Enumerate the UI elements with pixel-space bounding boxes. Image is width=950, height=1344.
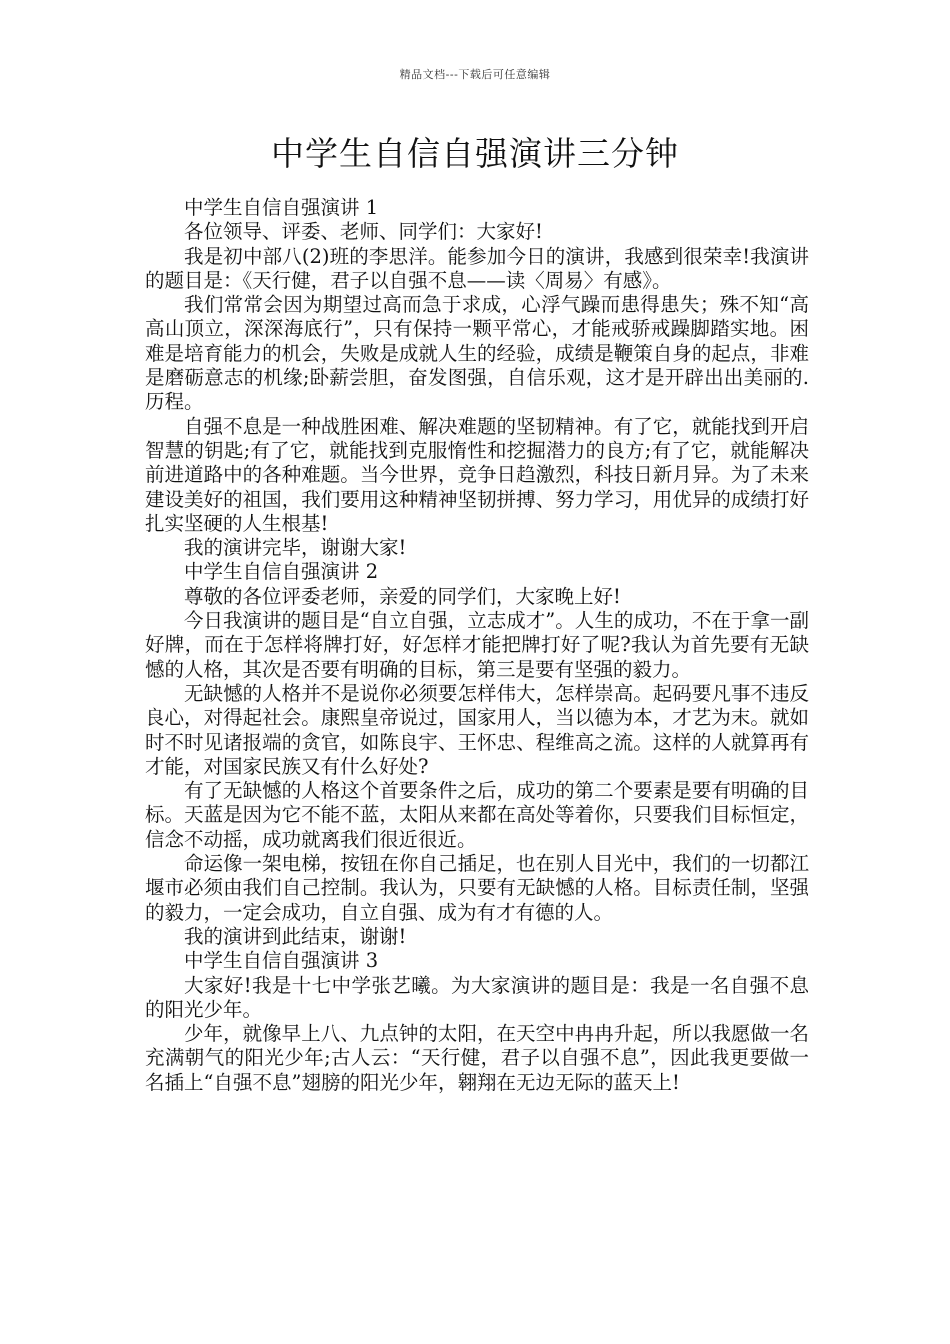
paragraph: 少年，就像早上八、九点钟的太阳，在天空中冉冉升起，所以我愿做一名充满朝气的阳光少年;古人云：“天行健，君子以自强不息”，因此我更要做一名插上“自强不息”翅膀的阳光少年，翱翔在无边无际的蓝天上! — [145, 1022, 809, 1094]
paragraph: 命运像一架电梯，按钮在你自己插足，也在别人目光中，我们的一切都江堰市必须由我们自己控制。我认为，只要有无缺憾的人格。目标责任制，坚强的毅力，一定会成功，自立自强、成为有才有德的人。 — [145, 852, 809, 924]
paragraph: 尊敬的各位评委老师，亲爱的同学们，大家晚上好! — [184, 584, 621, 608]
paragraph: 大家好!我是十七中学张艺曦。为大家演讲的题目是：我是一名自强不息的阳光少年。 — [145, 973, 809, 1021]
paragraph: 今日我演讲的题目是“自立自强，立志成才”。人生的成功，不在于拿一副好牌，而在于怎样将牌打好，好怎样才能把牌打好了呢?我认为首先要有无缺憾的人格，其次是否要有明确的目标，第三是要有坚强的毅力。 — [145, 609, 809, 681]
paragraph: 自强不息是一种战胜困难、解决难题的坚韧精神。有了它，就能找到开启智慧的钥匙;有了它，就能找到克服惰性和挖掘潜力的良方;有了它，就能解决前进道路中的各种难题。当今世界，竞争日趋激烈，科技日新月异。为了未来建设美好的祖国，我们要用这种精神坚韧拼搏、努力学习，用优异的成绩打好扎实坚硬的人生根基! — [145, 414, 809, 535]
paragraph: 我的演讲完毕，谢谢大家! — [184, 536, 407, 560]
header-note: 精品文档---下载后可任意编辑 — [399, 68, 551, 81]
document-title: 中学生自信自强演讲三分钟 — [271, 134, 679, 173]
heading-speech-3: 中学生自信自强演讲 3 — [184, 949, 379, 973]
paragraph: 有了无缺憾的人格这个首要条件之后，成功的第二个要素是要有明确的目标。天蓝是因为它不能不蓝，太阳从来都在高处等着你，只要我们目标恒定，信念不动摇，成功就离我们很近很近。 — [145, 779, 809, 851]
heading-speech-2: 中学生自信自强演讲 2 — [184, 560, 379, 584]
paragraph: 各位领导、评委、老师、同学们：大家好! — [184, 220, 543, 244]
paragraph: 我们常常会因为期望过高而急于求成，心浮气躁而患得患失；殊不知“高高山顶立，深深海底行”，只有保持一颗平常心，才能戒骄戒躁脚踏实地。困难是培育能力的机会，失败是成就人生的经验，成绩是鞭策自身的起点，非难是磨砺意志的机缘;卧薪尝胆，奋发图强，自信乐观，这才是开辟出出美丽的.历程。 — [145, 293, 809, 414]
heading-speech-1: 中学生自信自强演讲 1 — [184, 196, 379, 219]
document-body — [145, 196, 809, 1095]
paragraph: 我的演讲到此结束，谢谢! — [184, 924, 407, 948]
paragraph: 无缺憾的人格并不是说你必须要怎样伟大，怎样崇高。起码要凡事不违反良心，对得起社会。康熙皇帝说过，国家用人，当以德为本，才艺为末。就如时不时见诸报端的贪官，如陈良宇、王怀忠、程维高之流。这样的人就算再有才能，对国家民族又有什么好处? — [145, 681, 809, 778]
paragraph: 我是初中部八(2)班的李思洋。能参加今日的演讲，我感到很荣幸!我演讲的题目是：《天行健，君子以自强不息——读〈周易〉有感》。 — [145, 244, 809, 292]
